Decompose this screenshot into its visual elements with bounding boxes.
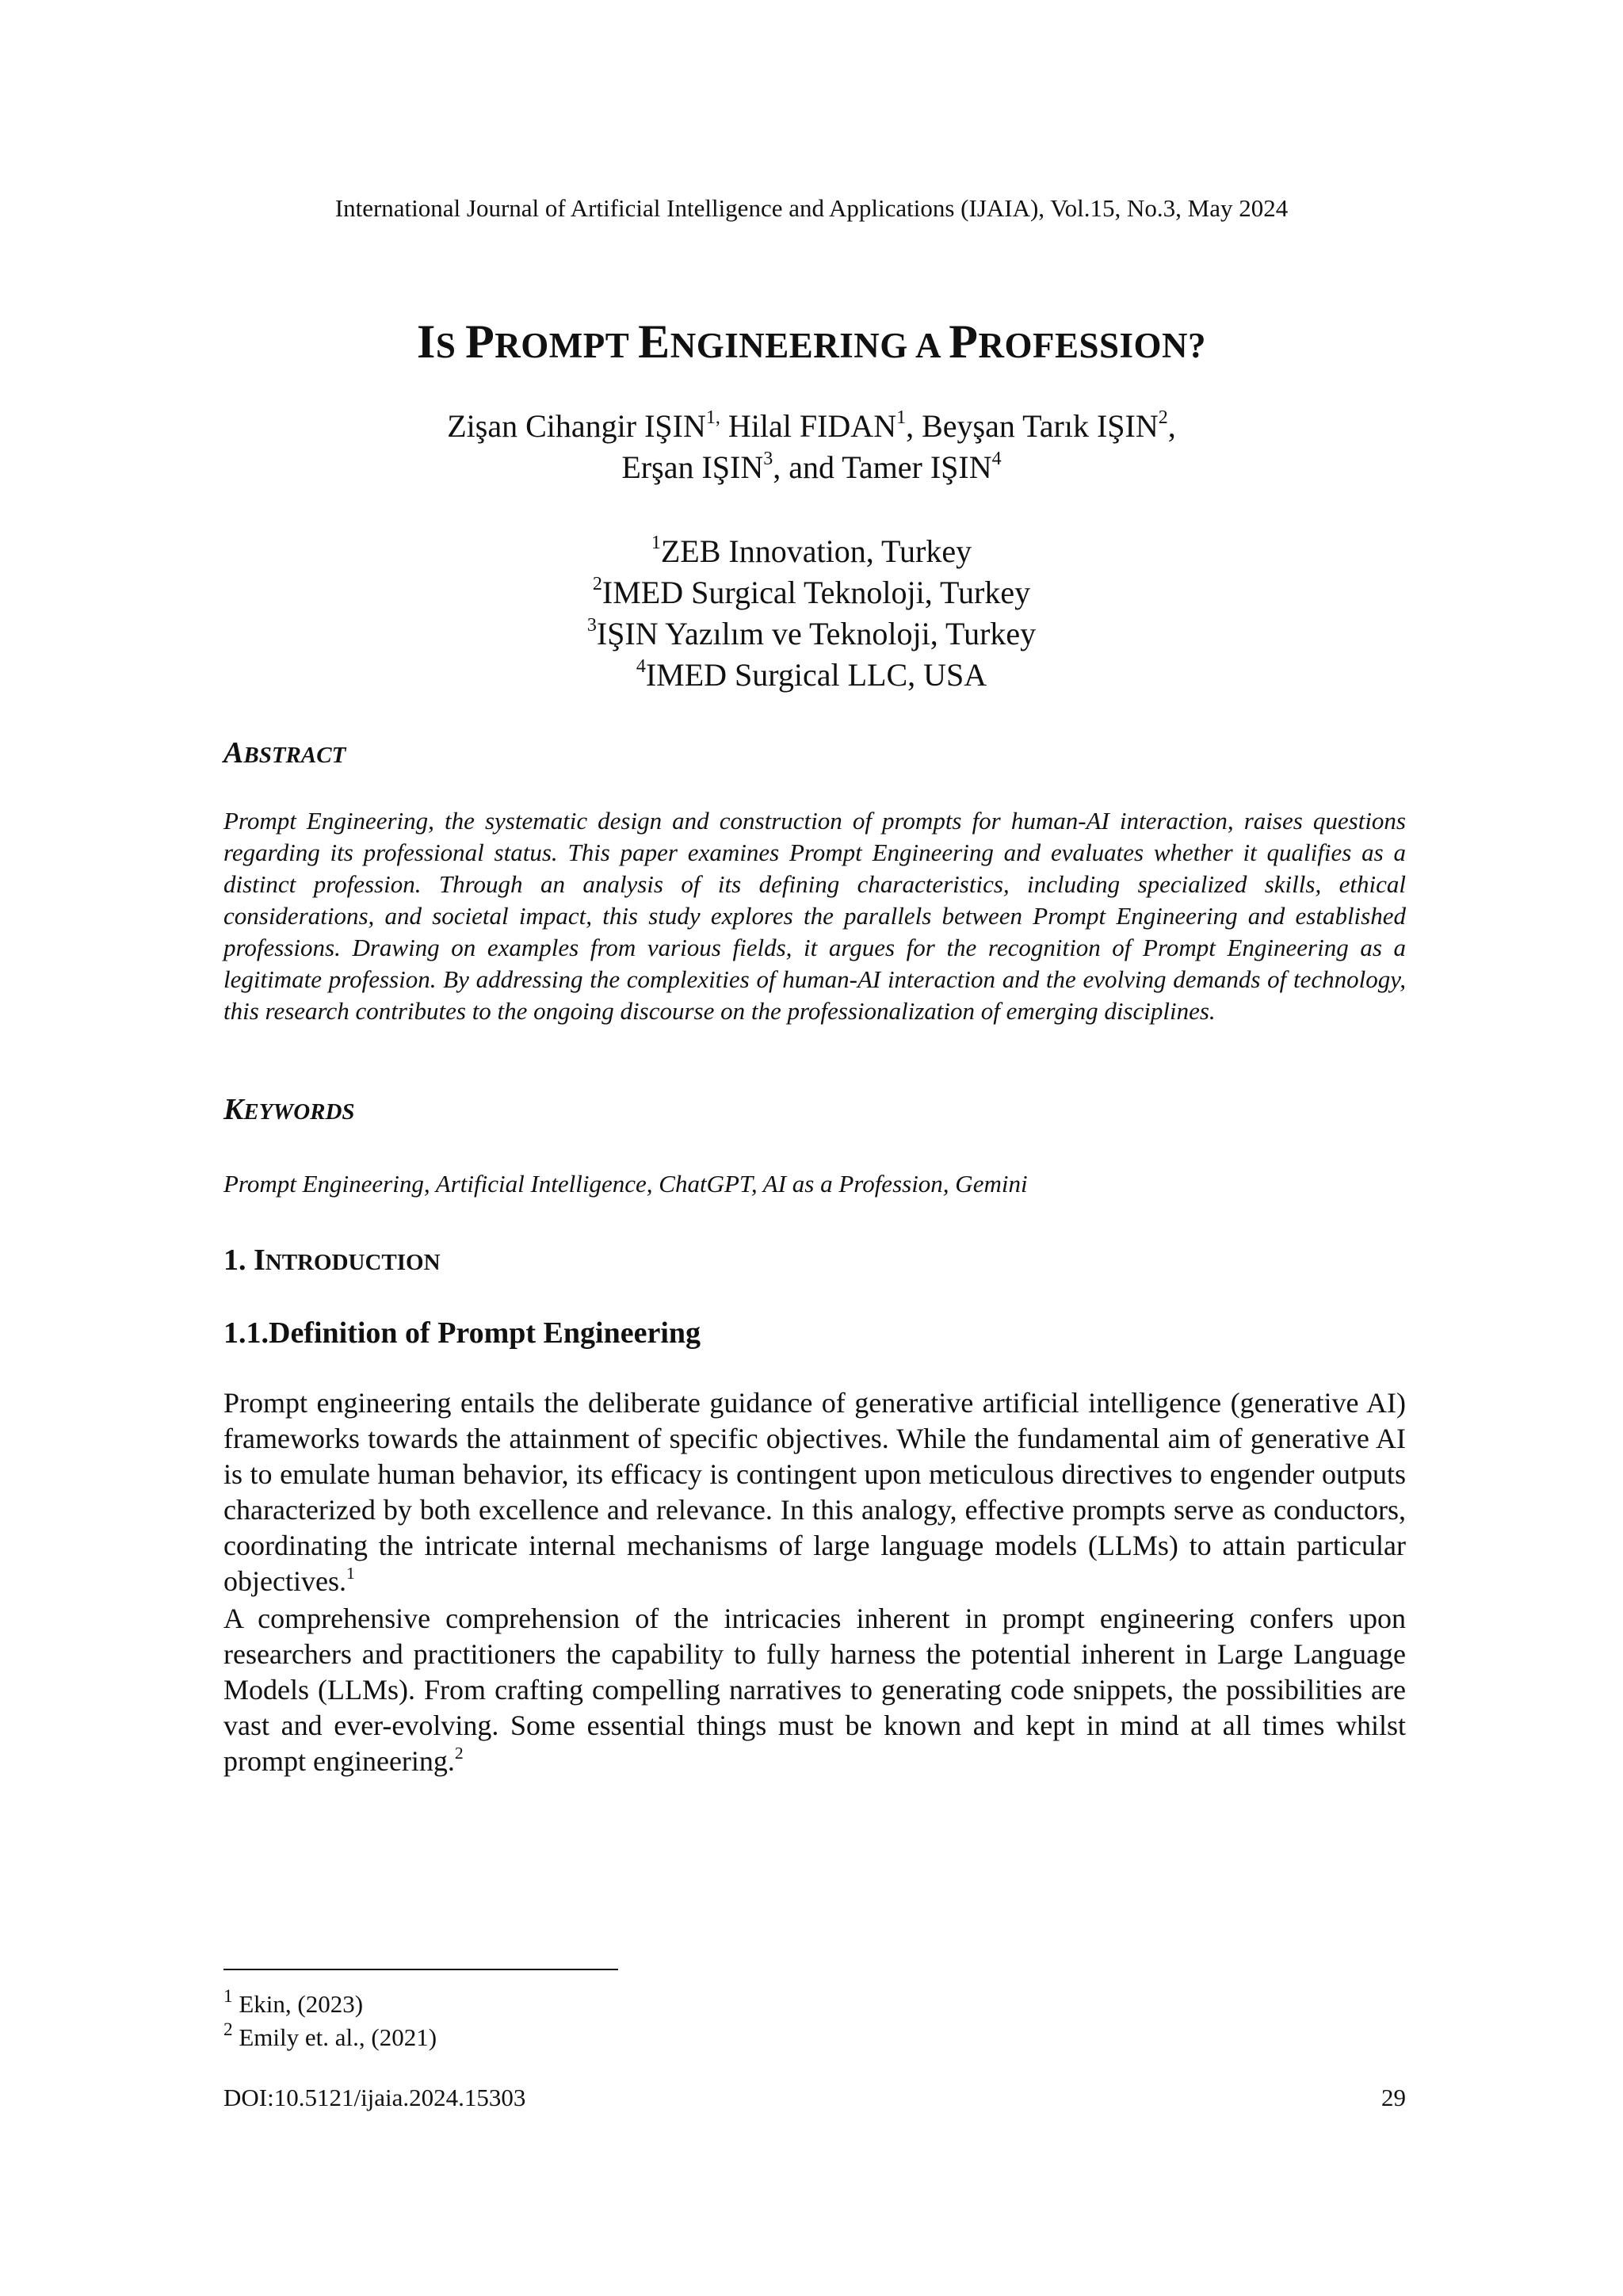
affiliation-mark: 4	[636, 656, 646, 678]
author-line-2	[0, 447, 1623, 488]
affiliation-item	[0, 613, 1623, 655]
title-smallcaps-4: ROFESSION?	[978, 326, 1207, 365]
affiliation-mark: 3	[586, 615, 597, 636]
running-header: International Journal of Artificial Intelligence and Applications (IJAIA), Vol.15, No.3, May 2024	[334, 194, 1289, 222]
author-name: Hilal FIDAN	[720, 408, 897, 444]
author-separator: ,	[1167, 408, 1176, 444]
doi-text[interactable]: DOI:10.5121/ijaia.2024.15303	[223, 2084, 526, 2111]
author-list	[0, 406, 1623, 488]
paper-title	[0, 315, 1623, 368]
footnote-mark: 2	[223, 2019, 233, 2041]
abstract-heading	[223, 735, 1406, 772]
paragraph-text: Prompt engineering entails the deliberate guidance of generative artificial intelligence (generative AI) frameworks towards the attainment of specific objectives. While the fundamental aim of generative AI is to emulate human behavior, its efficacy is contingent upon meticulous directives to engender outputs characterized by both excellence and relevance. In this analogy, effective prompts serve as conductors, coordinating the intricate internal mechanisms of large language models (LLMs) to attain particular objectives.	[223, 1387, 1406, 1597]
footnote-list	[223, 1988, 1406, 2054]
title-initial-p: P	[465, 315, 495, 368]
section-number: 1.	[223, 1244, 254, 1277]
keywords-heading-rest: EYWORDS	[243, 1099, 355, 1125]
affiliation-text: IMED Surgical LLC, USA	[645, 657, 987, 693]
author-name: Erşan IŞIN	[621, 449, 764, 485]
footnote-ref[interactable]: 2	[454, 1743, 464, 1763]
author-affil-mark: 1	[896, 407, 907, 429]
affiliation-text: ZEB Innovation, Turkey	[660, 533, 972, 569]
footnote-mark: 1	[223, 1986, 233, 2008]
author-affil-mark: 1,	[705, 407, 720, 429]
author-line-1	[0, 406, 1623, 447]
author-name: , Beyşan Tarık IŞIN	[906, 408, 1159, 444]
affiliation-item	[0, 572, 1623, 613]
title-initial-e: E	[638, 315, 670, 368]
author-affil-mark: 4	[991, 449, 1002, 470]
affiliation-item	[0, 655, 1623, 696]
footnote-ref[interactable]: 1	[346, 1563, 355, 1583]
title-smallcaps-1: S	[435, 326, 466, 365]
abstract-heading-initial: A	[223, 736, 244, 770]
abstract-body: Prompt Engineering, the systematic design and construction of prompts for human-AI interaction, raises questions regarding its professional status. This paper examines Prompt Engineering and evaluates whether it qualifies as a distinct profession. Through an analysis of its defining characteristics, including specialized skills, ethical considerations, and societal impact, this study explores the parallels between Prompt Engineering and established professions. Drawing on examples from various fields, it argues for the recognition of Prompt Engineering as a legitimate profession. By addressing the complexities of human-AI interaction and the evolving demands of technology, this research contributes to the ongoing discourse on the professionalization of emerging disciplines.	[223, 807, 1406, 1025]
page-footer	[223, 2083, 1406, 2112]
author-affil-mark: 3	[763, 449, 773, 470]
title-smallcaps-3: NGINEERING A	[670, 326, 949, 365]
footnote-text: Emily et. al., (2021)	[232, 2023, 437, 2051]
footnote-item	[223, 2021, 1406, 2054]
title-smallcaps-2: ROMPT	[495, 326, 639, 365]
section-heading-initial: I	[254, 1244, 265, 1277]
keywords-body: Prompt Engineering, Artificial Intelligence, ChatGPT, AI as a Profession, Gemini	[223, 1170, 1028, 1198]
page-number: 29	[1381, 2084, 1406, 2111]
author-name: , and Tamer IŞIN	[773, 449, 992, 485]
footnote-divider	[223, 1969, 618, 1970]
abstract-heading-rest: BSTRACT	[243, 743, 346, 768]
body-paragraph-2	[223, 1601, 1406, 1779]
subsection-heading: 1.1.Definition of Prompt Engineering	[223, 1316, 701, 1350]
keywords-heading-initial: K	[223, 1093, 244, 1126]
author-affil-mark: 2	[1158, 407, 1168, 429]
affiliation-item	[0, 531, 1623, 572]
affiliation-text: IMED Surgical Teknoloji, Turkey	[601, 575, 1031, 610]
author-name: Zişan Cihangir IŞIN	[447, 408, 706, 444]
title-initial-p2: P	[949, 315, 979, 368]
paragraph-text: A comprehensive comprehension of the intricacies inherent in prompt engineering confers upon researchers and practitioners the capability to fully harness the potential inherent in Large Language Models (LLMs). From crafting compelling narratives to generating code snippets, the possibilities are vast and ever-evolving. Some essential things must be known and kept in mind at all times whilst prompt engineering.	[223, 1603, 1406, 1777]
footnote-item	[223, 1988, 1406, 2021]
footnote-text: Ekin, (2023)	[232, 1990, 364, 2018]
affiliation-mark: 1	[651, 533, 661, 554]
affiliation-list	[0, 531, 1623, 696]
section-heading-rest: NTRODUCTION	[265, 1250, 441, 1275]
affiliation-text: IŞIN Yazılım ve Teknoloji, Turkey	[596, 616, 1037, 651]
body-paragraph-1	[223, 1385, 1406, 1599]
keywords-heading	[223, 1092, 1406, 1129]
affiliation-mark: 2	[592, 574, 602, 595]
title-initial-i: I	[416, 315, 436, 368]
section-heading-introduction	[223, 1243, 1406, 1279]
